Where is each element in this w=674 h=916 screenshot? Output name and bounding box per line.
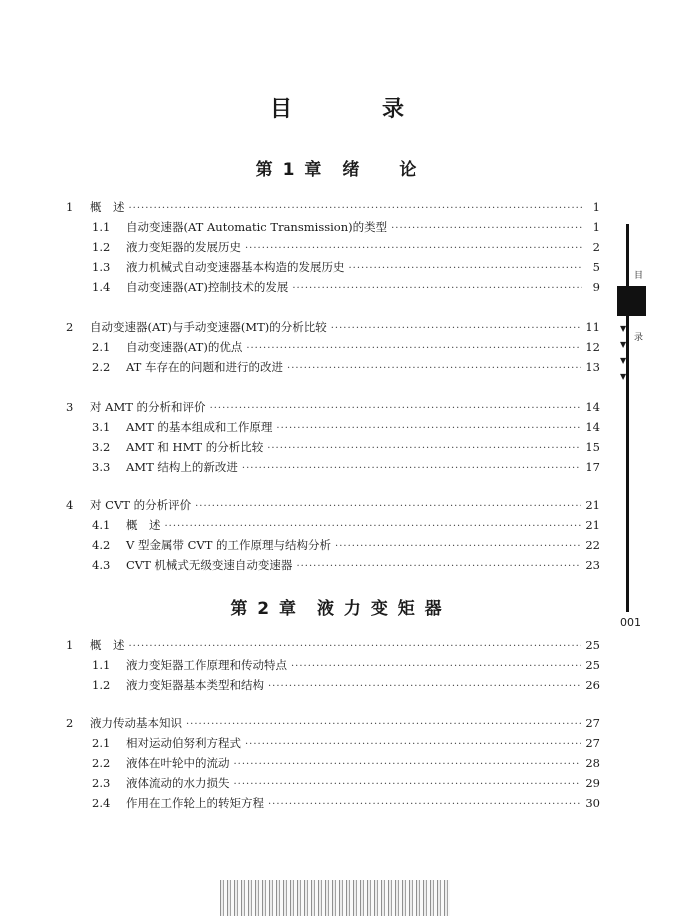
toc-entry[interactable] bbox=[66, 496, 600, 514]
entry-number: 2.4 bbox=[92, 796, 111, 810]
entry-page: 26 bbox=[585, 678, 600, 692]
leader-dots bbox=[210, 400, 582, 418]
toc-entry[interactable] bbox=[66, 258, 600, 276]
entry-page: 14 bbox=[585, 420, 600, 434]
triangle-down-icon: ▼ bbox=[620, 356, 627, 365]
toc-entry[interactable] bbox=[66, 278, 600, 296]
triangle-down-icon: ▼ bbox=[620, 372, 627, 381]
leader-dots bbox=[246, 340, 581, 358]
entry-page: 28 bbox=[585, 756, 600, 770]
entry-title: 自动变速器(AT)控制技术的发展 bbox=[126, 280, 289, 294]
leader-dots bbox=[391, 220, 582, 238]
leader-dots bbox=[234, 776, 582, 794]
entry-number: 3.2 bbox=[92, 440, 111, 454]
leader-dots bbox=[245, 240, 582, 258]
entry-title: CVT 机械式无级变速自动变速器 bbox=[126, 558, 293, 572]
side-tab-line bbox=[626, 224, 629, 612]
entry-page: 2 bbox=[592, 240, 600, 254]
entry-page: 14 bbox=[585, 400, 600, 414]
entry-number: 3.3 bbox=[92, 460, 111, 474]
side-tab-char-top: 目 bbox=[634, 271, 644, 281]
entry-title: 液体流动的水力损失 bbox=[126, 776, 230, 790]
entry-page: 1 bbox=[592, 200, 600, 214]
leader-dots bbox=[349, 260, 583, 278]
entry-title: 对 AMT 的分析和评价 bbox=[90, 400, 206, 414]
entry-page: 25 bbox=[585, 638, 600, 652]
leader-dots bbox=[331, 320, 582, 338]
toc-entry[interactable] bbox=[66, 358, 600, 376]
entry-title: 自动变速器(AT)与手动变速器(MT)的分析比较 bbox=[90, 320, 327, 334]
entry-title: 概 述 bbox=[90, 200, 125, 214]
entry-page: 15 bbox=[585, 440, 600, 454]
leader-dots bbox=[267, 440, 581, 458]
entry-title: V 型金属带 CVT 的工作原理与结构分析 bbox=[126, 538, 332, 552]
entry-number: 1.4 bbox=[92, 280, 111, 294]
leader-dots bbox=[296, 558, 581, 576]
entry-title: AT 车存在的问题和进行的改进 bbox=[126, 360, 284, 374]
entry-number: 3 bbox=[66, 400, 74, 414]
entry-title: 作用在工作轮上的转矩方程 bbox=[126, 796, 264, 810]
entry-number: 4.1 bbox=[92, 518, 111, 532]
entry-number: 1 bbox=[66, 200, 74, 214]
leader-dots bbox=[291, 658, 581, 676]
toc-entry[interactable] bbox=[66, 536, 600, 554]
toc-entry[interactable] bbox=[66, 676, 600, 694]
leader-dots bbox=[292, 280, 582, 298]
leader-dots bbox=[276, 420, 581, 438]
entry-number: 2.2 bbox=[92, 756, 111, 770]
entry-page: 21 bbox=[585, 518, 600, 532]
leader-dots bbox=[186, 716, 581, 734]
entry-page: 23 bbox=[585, 558, 600, 572]
leader-dots bbox=[165, 518, 582, 536]
toc-entry[interactable] bbox=[66, 636, 600, 654]
toc-entry[interactable] bbox=[66, 556, 600, 574]
leader-dots bbox=[129, 200, 583, 218]
toc-entry[interactable] bbox=[66, 218, 600, 236]
entry-title: 液力变矩器工作原理和传动特点 bbox=[126, 658, 287, 672]
entry-number: 2.1 bbox=[92, 736, 111, 750]
triangle-down-icon: ▼ bbox=[620, 324, 627, 333]
entry-title: 对 CVT 的分析评价 bbox=[90, 498, 192, 512]
chapter-heading-1: 第 1 章 绪 论 bbox=[255, 160, 419, 180]
entry-page: 17 bbox=[585, 460, 600, 474]
entry-number: 2 bbox=[66, 716, 74, 730]
entry-page: 21 bbox=[585, 498, 600, 512]
toc-entry[interactable] bbox=[66, 238, 600, 256]
entry-page: 9 bbox=[592, 280, 600, 294]
page-title: 目 录 bbox=[269, 97, 438, 122]
entry-page: 27 bbox=[585, 716, 600, 730]
leader-dots bbox=[268, 796, 581, 814]
toc-entry[interactable] bbox=[66, 714, 600, 732]
entry-page: 12 bbox=[585, 340, 600, 354]
entry-title: 液力变矩器基本类型和结构 bbox=[126, 678, 264, 692]
toc-entry[interactable] bbox=[66, 398, 600, 416]
entry-page: 5 bbox=[592, 260, 600, 274]
leader-dots bbox=[234, 756, 582, 774]
entry-number: 2.3 bbox=[92, 776, 111, 790]
leader-dots bbox=[195, 498, 581, 516]
entry-page: 22 bbox=[585, 538, 600, 552]
entry-title: 液力传动基本知识 bbox=[90, 716, 182, 730]
toc-entry[interactable] bbox=[66, 754, 600, 772]
entry-title: AMT 和 HMT 的分析比较 bbox=[126, 440, 264, 454]
leader-dots bbox=[242, 460, 581, 478]
side-tab-char-bottom: 录 bbox=[634, 333, 644, 343]
chapter-heading-2: 第 2 章 液 力 变 矩 器 bbox=[230, 599, 444, 619]
leader-dots bbox=[335, 538, 581, 556]
toc-entry[interactable] bbox=[66, 656, 600, 674]
toc-entry[interactable] bbox=[66, 438, 600, 456]
entry-number: 2 bbox=[66, 320, 74, 334]
toc-entry[interactable] bbox=[66, 794, 600, 812]
entry-number: 1.2 bbox=[92, 240, 111, 254]
entry-title: 概 述 bbox=[90, 638, 125, 652]
toc-entry[interactable] bbox=[66, 418, 600, 436]
toc-entry[interactable] bbox=[66, 198, 600, 216]
entry-page: 25 bbox=[585, 658, 600, 672]
toc-entry[interactable] bbox=[66, 774, 600, 792]
entry-page: 30 bbox=[585, 796, 600, 810]
toc-entry[interactable] bbox=[66, 338, 600, 356]
entry-number: 1 bbox=[66, 638, 74, 652]
entry-number: 1.1 bbox=[92, 220, 111, 234]
toc-entry[interactable] bbox=[66, 318, 600, 336]
page-number: 001 bbox=[620, 616, 641, 629]
entry-title: 液力机械式自动变速器基本构造的发展历史 bbox=[126, 260, 345, 274]
leader-dots bbox=[129, 638, 582, 656]
toc-entry[interactable] bbox=[66, 516, 600, 534]
triangle-down-icon: ▼ bbox=[620, 340, 627, 349]
entry-page: 29 bbox=[585, 776, 600, 790]
entry-number: 2.1 bbox=[92, 340, 111, 354]
entry-title: 液力变矩器的发展历史 bbox=[126, 240, 241, 254]
entry-title: AMT 的基本组成和工作原理 bbox=[126, 420, 273, 434]
entry-number: 1.1 bbox=[92, 658, 111, 672]
entry-title: 相对运动伯努利方程式 bbox=[126, 736, 241, 750]
entry-title: 概 述 bbox=[126, 518, 161, 532]
entry-title: AMT 结构上的新改进 bbox=[126, 460, 238, 474]
entry-page: 13 bbox=[585, 360, 600, 374]
toc-entry[interactable] bbox=[66, 458, 600, 476]
entry-number: 3.1 bbox=[92, 420, 111, 434]
toc-entry[interactable] bbox=[66, 734, 600, 752]
entry-page: 11 bbox=[585, 320, 600, 334]
leader-dots bbox=[268, 678, 581, 696]
entry-number: 1.2 bbox=[92, 678, 111, 692]
entry-page: 1 bbox=[592, 220, 600, 234]
leader-dots bbox=[245, 736, 581, 754]
entry-title: 自动变速器(AT Automatic Transmission)的类型 bbox=[126, 220, 388, 234]
entry-number: 4.3 bbox=[92, 558, 111, 572]
entry-number: 4.2 bbox=[92, 538, 111, 552]
entry-title: 自动变速器(AT)的优点 bbox=[126, 340, 243, 354]
entry-title: 液体在叶轮中的流动 bbox=[126, 756, 230, 770]
entry-number: 2.2 bbox=[92, 360, 111, 374]
side-tab-block bbox=[617, 286, 646, 316]
scan-artifact bbox=[220, 880, 450, 916]
entry-page: 27 bbox=[585, 736, 600, 750]
entry-number: 1.3 bbox=[92, 260, 111, 274]
entry-number: 4 bbox=[66, 498, 74, 512]
leader-dots bbox=[287, 360, 581, 378]
